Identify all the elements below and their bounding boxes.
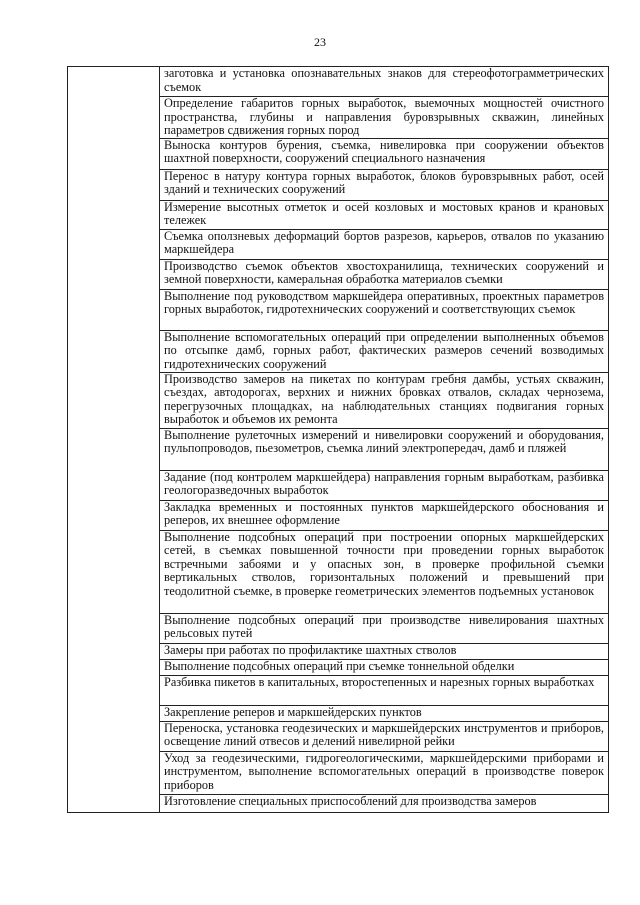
duty-item-cell [160, 470, 609, 500]
duty-item-text: Производство замеров на пикетах по контурам гребня дамбы, устьях скважин, съездах, автодорогах, верхних и нижних бровках отвалов, складах чернозема, перегрузочных площадках, на наблюдательных станциях подвигания горных выработок и объемов их ремонта [164, 372, 604, 427]
duty-item-text: Разбивка пикетов в капитальных, второстепенных и нарезных горных выработках [164, 675, 595, 689]
duty-item-cell [160, 169, 609, 200]
duty-item-text: Выполнение под руководством маркшейдера оперативных, проектных параметров горных выработок, гидротехнических сооружений и соответствующих съемок [164, 289, 604, 317]
duty-item-text: Выполнение рулеточных измерений и нивелировки сооружений и оборудования, пульпопроводов, пьезометров, съемка линий электропередач, дамб и пляжей [164, 428, 604, 456]
duty-item-cell [160, 675, 609, 705]
duty-item-cell [160, 705, 609, 721]
duty-item-text: Закрепление реперов и маркшейдерских пунктов [164, 705, 422, 719]
duty-item-text: Выполнение подсобных операций при производстве нивелирования шахтных рельсовых путей [164, 613, 604, 641]
empty-left-column [68, 67, 160, 813]
duty-item-text: Выноска контуров бурения, съемка, нивелировка при сооружении объектов шахтной поверхности, сооружений специального назначения [164, 138, 604, 166]
duty-item-text: Выполнение вспомогательных операций при определении выполненных объемов по отсыпке дамб, горных работ, фактических размеров сечений возводимых гидротехнических сооружений [164, 330, 604, 371]
duty-item-text: Уход за геодезическими, гидрогеологическими, маркшейдерскими приборами и инструментом, выполнение вспомогательных операций в производстве поверок приборов [164, 751, 604, 792]
duty-item-cell [160, 372, 609, 428]
duty-item-cell [160, 794, 609, 812]
duty-item-cell [160, 751, 609, 794]
duty-item-cell [160, 330, 609, 372]
duty-item-cell [160, 229, 609, 259]
duty-item-cell [160, 428, 609, 470]
duty-item-cell [160, 530, 609, 613]
duty-item-cell [160, 200, 609, 229]
duty-item-text: Съемка оползневых деформаций бортов разрезов, карьеров, отвалов по указанию маркшейдера [164, 229, 604, 257]
duty-item-cell [160, 67, 609, 97]
duty-item-cell [160, 500, 609, 530]
duty-item-text: заготовка и установка опознавательных знаков для стереофотограмметрических съемок [164, 66, 604, 94]
duty-item-text: Выполнение подсобных операций при съемке тоннельной обделки [164, 659, 515, 673]
duty-item-text: Производство съемок объектов хвостохранилища, технических сооружений и земной поверхности, камеральная обработка материалов съемки [164, 259, 604, 287]
duty-item-cell [160, 643, 609, 659]
duty-item-text: Выполнение подсобных операций при построении опорных маркшейдерских сетей, в съемках повышенной точности при проведении горных выработок встречными забоями и у опасных зон, в проверке профильной съемки вертикальных стволов, горизонтальных положений и превышений при теодолитной съемке, в проверке геометрических элементов подъемных установок [164, 530, 604, 598]
duty-item-text: Замеры при работах по профилактике шахтных стволов [164, 643, 457, 657]
duty-item-text: Определение габаритов горных выработок, выемочных мощностей очистного пространства, глубины и направления буровзрывных скважин, линейных параметров сдвижения горных пород [164, 96, 604, 138]
duty-item-cell [160, 289, 609, 330]
duty-item-cell [160, 659, 609, 675]
duty-item-cell [160, 613, 609, 643]
duty-item-text: Задание (под контролем маркшейдера) направления горным выработкам, разбивка геологоразведочных выработок [164, 470, 604, 498]
duty-item-text: Переноска, установка геодезических и маркшейдерских инструментов и приборов, освещение линий отвесов и делений нивелирной рейки [164, 721, 604, 749]
duty-item-text: Изготовление специальных приспособлений для производства замеров [164, 794, 537, 808]
page-number: 23 [314, 35, 326, 49]
duty-item-text: Закладка временных и постоянных пунктов маркшейдерского обоснования и реперов, их внешнее оформление [164, 500, 604, 528]
duty-item-text: Измерение высотных отметок и осей козловых и мостовых кранов и крановых тележек [164, 200, 604, 228]
duty-item-cell [160, 97, 609, 139]
duty-item-cell [160, 721, 609, 751]
duty-item-text: Перенос в натуру контура горных выработок, блоков буровзрывных работ, осей зданий и технических сооружений [164, 169, 604, 197]
table-row [68, 67, 609, 97]
duties-table [67, 66, 609, 813]
duty-item-cell [160, 138, 609, 169]
duty-item-cell [160, 259, 609, 289]
